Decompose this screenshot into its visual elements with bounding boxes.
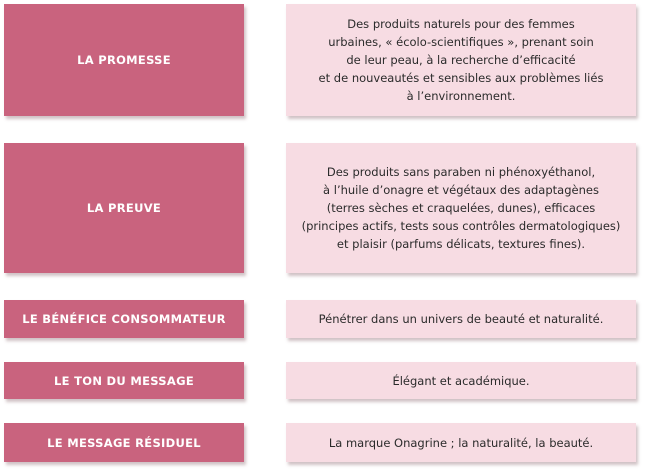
label-la-promesse <box>4 4 244 116</box>
description-text: Des produits naturels pour des femmes urbaines, « écolo-scientifiques », prenant soin de leur peau, à la recherche d’efficacité et de nouveautés et sensibles aux problèmes liés à l’environnement. <box>318 17 604 103</box>
description-la-preuve <box>286 143 636 273</box>
label-la-preuve <box>4 143 244 273</box>
label-message-residuel <box>4 423 244 462</box>
label-benefice-consommateur <box>4 300 244 338</box>
description-text: Élégant et académique. <box>392 373 530 388</box>
description-ton-du-message <box>286 362 636 399</box>
description-text: Pénétrer dans un univers de beauté et naturalité. <box>318 312 604 326</box>
description-message-residuel <box>286 423 636 462</box>
description-text: La marque Onagrine ; la naturalité, la beauté. <box>328 435 594 450</box>
label-text: LA PROMESSE <box>77 53 171 67</box>
label-text: LE BÉNÉFICE CONSOMMATEUR <box>22 312 226 326</box>
label-text: LA PREUVE <box>86 201 162 215</box>
description-benefice-consommateur <box>286 300 636 338</box>
label-ton-du-message <box>4 362 244 399</box>
description-la-promesse <box>286 4 636 116</box>
label-text: LE MESSAGE RÉSIDUEL <box>47 435 201 450</box>
description-text: Des produits sans paraben ni phénoxyéthanol, à l’huile d’onagre et végétaux des adaptagènes (terres sèches et craquelées, dunes), efficaces (principes actifs, tests sous contrôles dermatologiques) et plaisir (parfums délicats, textures fines). <box>301 165 621 251</box>
label-text: LE TON DU MESSAGE <box>54 373 194 388</box>
